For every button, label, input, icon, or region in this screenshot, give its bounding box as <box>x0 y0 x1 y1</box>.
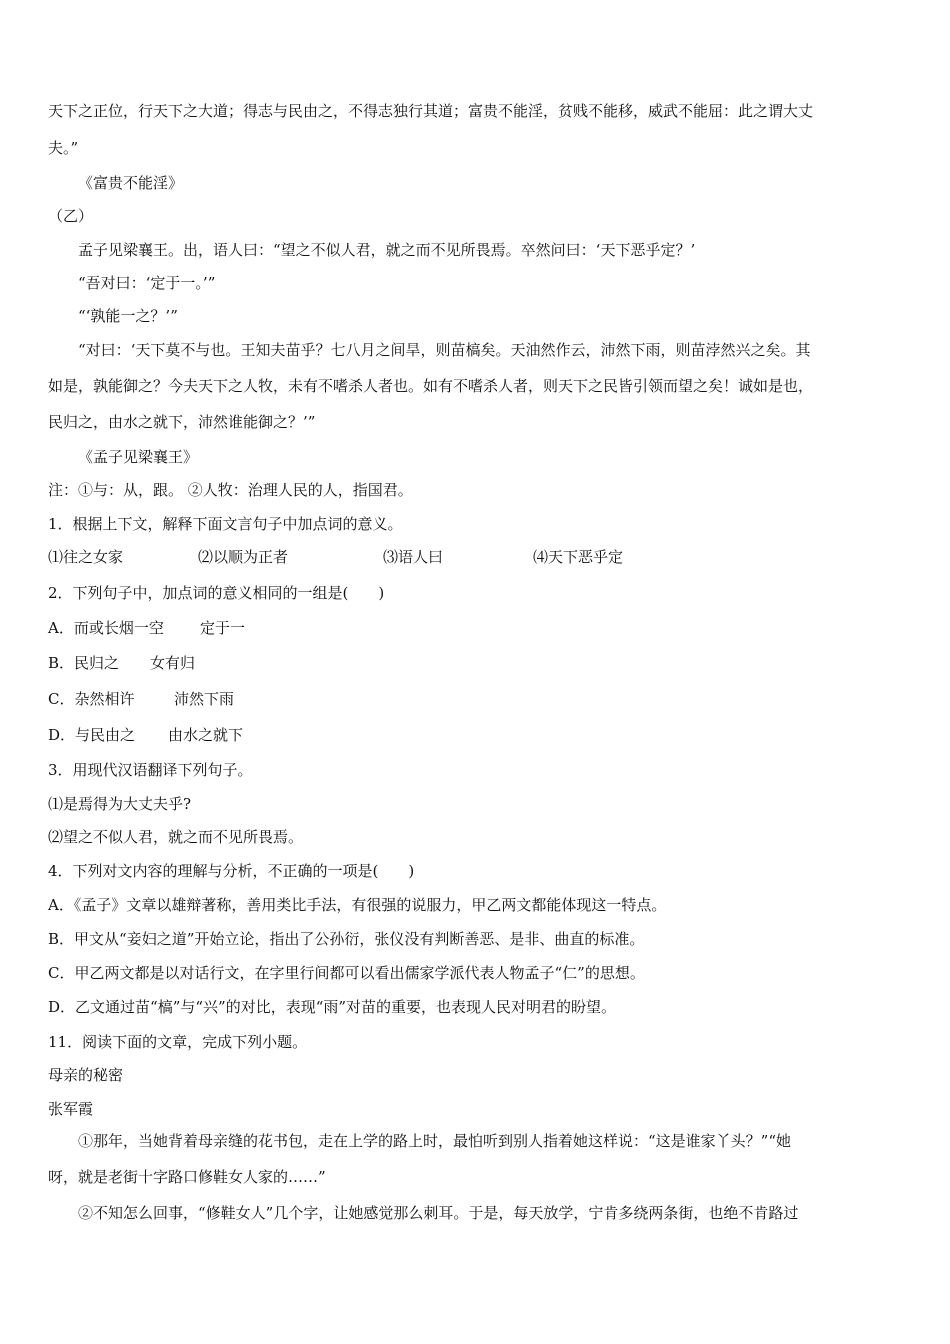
passage-jia-line-1: 天下之正位，行天下之大道；得志与民由之，不得志独行其道；富贵不能淫，贫贱不能移，威武不能屈：此之谓大丈 <box>48 102 814 120</box>
option-letter: D． <box>48 726 76 744</box>
notes: 注：①与：从，跟。 ②人牧：治理人民的人，指国君。 <box>48 481 413 499</box>
option-letter: C． <box>48 690 75 708</box>
question-2-option-c <box>48 689 908 709</box>
article-paragraph-2-line-1: ②不知怎么回事，“修鞋女人”几个字，让她感觉那么刺耳。于是，每天放学，宁肯多绕两条街，也绝不肯路过 <box>78 1204 799 1222</box>
passage-yi-paragraph-1: 孟子见梁襄王。出，语人曰：“望之不似人君，就之而不见所畏焉。卒然问曰：‘天下恶乎定？’ <box>78 241 696 259</box>
passage-yi-label: （乙） <box>48 207 94 225</box>
question-1-item-1: ⑴往之女家 <box>48 548 124 566</box>
passage-yi-paragraph-4-line-3: 民归之，由水之就下，沛然谁能御之？’” <box>48 413 316 431</box>
question-4-option-c: C．甲乙两文都是以对话行文，在字里行间都可以看出儒家学派代表人物孟子“仁”的思想。 <box>48 964 645 982</box>
passage-yi-source: 《孟子见梁襄王》 <box>78 448 199 466</box>
article-paragraph-1-line-2: 呀，就是老街十字路口修鞋女人家的……” <box>48 1168 326 1186</box>
article-title: 母亲的秘密 <box>48 1066 124 1084</box>
option-phrase-2: 女有归 <box>150 654 196 672</box>
option-letter: B． <box>48 654 75 672</box>
question-4-option-a: A．《孟子》文章以雄辩著称，善用类比手法，有很强的说服力，甲乙两文都能体现这一特点。 <box>48 896 667 914</box>
option-phrase-1: 杂然相许 <box>74 690 135 708</box>
passage-yi-paragraph-4-line-2: 如是，孰能御之？今夫天下之人牧，未有不嗜杀人者也。如有不嗜杀人者，则天下之民皆引领而望之矣！诚如是也， <box>48 377 814 395</box>
question-4-option-d: D．乙文通过苗“槁”与“兴”的对比，表现“雨”对苗的重要，也表现人民对明君的盼望。 <box>48 998 617 1016</box>
passage-yi-paragraph-3: “‘孰能一之？’” <box>78 307 178 325</box>
question-4-stem: 4．下列对文内容的理解与分析，不正确的一项是( ) <box>48 862 415 880</box>
question-2-stem: 2．下列句子中，加点词的意义相同的一组是( ) <box>48 584 385 602</box>
question-1-item-2: ⑵以顺为正者 <box>198 548 289 566</box>
option-phrase-1: 民归之 <box>74 654 120 672</box>
option-letter: A． <box>48 619 74 637</box>
question-11-stem: 11．阅读下面的文章，完成下列小题。 <box>48 1033 308 1051</box>
option-phrase-1: 而或长烟一空 <box>73 619 164 637</box>
question-3-item-2: ⑵望之不似人君，就之而不见所畏焉。 <box>48 828 304 846</box>
option-phrase-2: 沛然下雨 <box>174 690 235 708</box>
question-2-option-d <box>48 725 908 745</box>
article-author: 张军霞 <box>48 1100 94 1118</box>
question-3-stem: 3．用现代汉语翻译下列句子。 <box>48 761 253 779</box>
option-phrase-2: 由水之就下 <box>168 726 244 744</box>
question-4-option-b: B．甲文从“妾妇之道”开始立论，指出了公孙衍，张仪没有判断善恶、是非、曲直的标准。 <box>48 930 645 948</box>
question-1-item-4: ⑷天下恶乎定 <box>533 548 624 566</box>
passage-yi-paragraph-4-line-1: “对曰：‘天下莫不与也。王知夫苗乎？七八月之间旱，则苗槁矣。天油然作云，沛然下雨，则苗浡然兴之矣。其 <box>78 341 811 359</box>
article-paragraph-1-line-1: ①那年，当她背着母亲缝的花书包，走在上学的路上时，最怕听到别人指着她这样说：“这是谁家丫头？”“她 <box>78 1132 792 1150</box>
question-3-item-1: ⑴是焉得为大丈夫乎? <box>48 795 192 813</box>
passage-jia-line-2: 夫。” <box>48 139 79 157</box>
passage-jia-source: 《富贵不能淫》 <box>78 174 184 192</box>
question-1-stem: 1．根据上下文，解释下面文言句子中加点词的意义。 <box>48 515 403 533</box>
question-1-item-3: ⑶语人曰 <box>383 548 444 566</box>
question-2-option-b <box>48 653 908 673</box>
option-phrase-2: 定于一 <box>200 619 246 637</box>
passage-yi-paragraph-2: “吾对曰：‘定于一。’” <box>78 274 216 292</box>
option-phrase-1: 与民由之 <box>75 726 136 744</box>
question-2-option-a <box>48 618 908 638</box>
